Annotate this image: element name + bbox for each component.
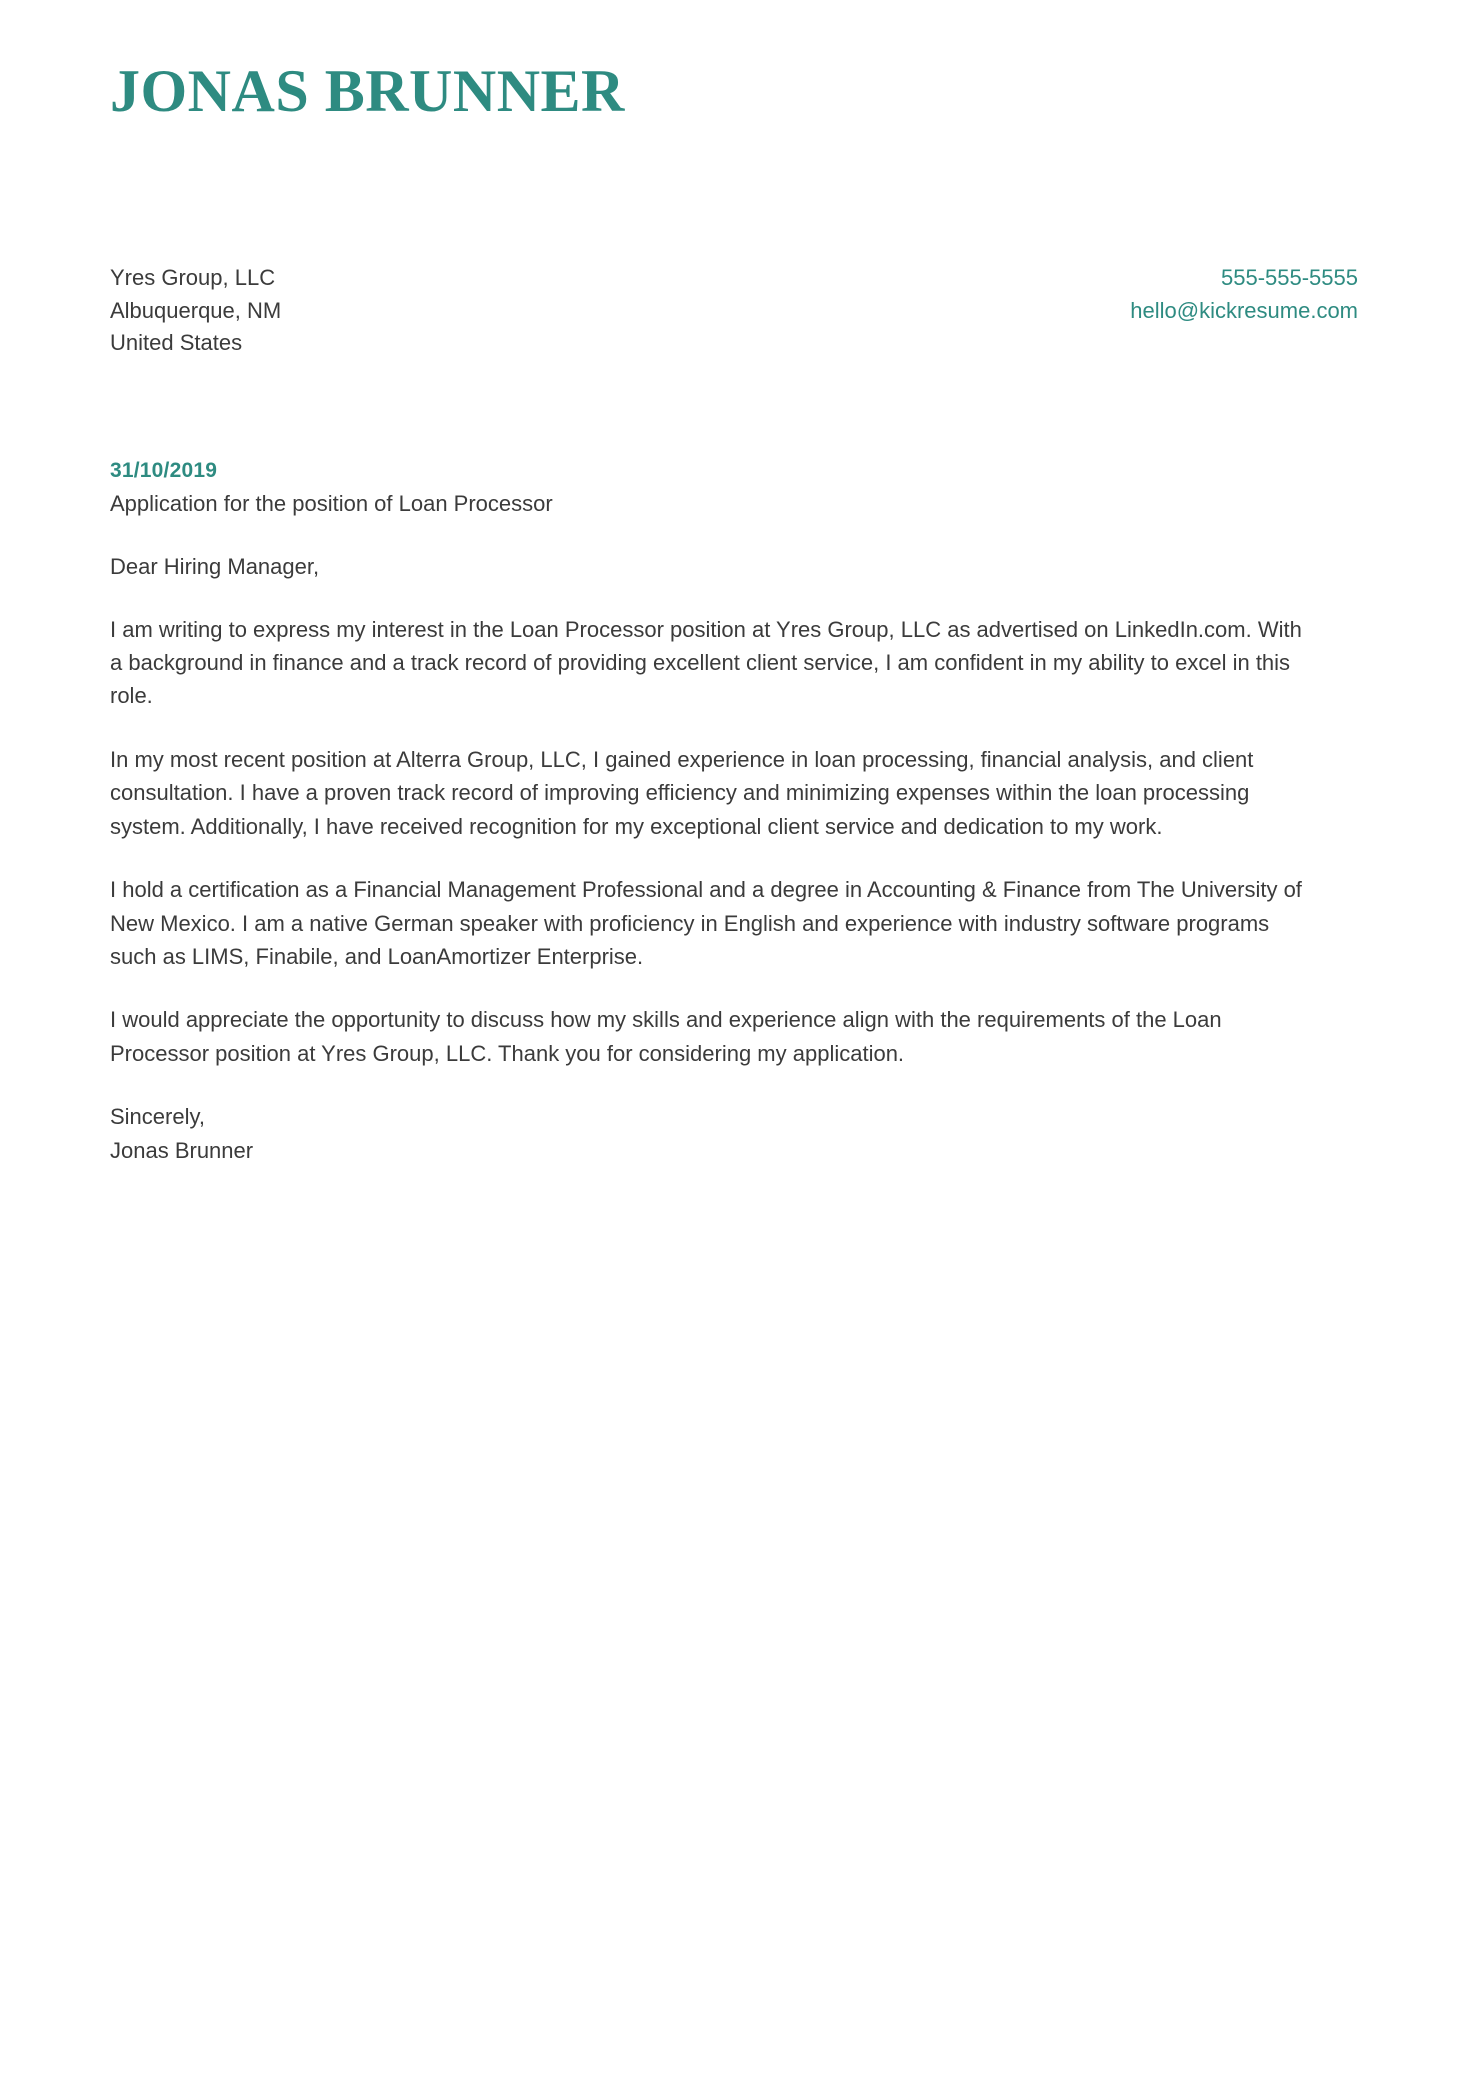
- signature-name: Jonas Brunner: [110, 1137, 254, 1163]
- letter-paragraph: I would appreciate the opportunity to discuss how my skills and experience align with the requirements of the Loan Processor position at Yres Group, LLC. Thank you for considering my application.: [110, 1007, 1222, 1066]
- letter-signoff: [110, 1100, 1358, 1167]
- page-title: JONAS BRUNNER: [110, 58, 625, 124]
- letter-paragraph: I hold a certification as a Financial Management Professional and a degree in Accounting & Finance from The University of New Mexico. I am a native German speaker with proficiency in English and experience with industry software programs such as LIMS, Finabile, and LoanAmortizer Enterprise.: [110, 877, 1302, 969]
- letter-subject: Application for the position of Loan Processor: [110, 490, 553, 516]
- letter-salutation: Dear Hiring Manager,: [110, 553, 320, 579]
- recipient-address: [110, 262, 281, 360]
- recipient-line-city: Albuquerque, NM: [110, 297, 282, 323]
- recipient-line-country: United States: [110, 330, 243, 356]
- closing-salutation: Sincerely,: [110, 1104, 205, 1130]
- recipient-line-company: Yres Group, LLC: [110, 265, 276, 290]
- email-address[interactable]: hello@kickresume.com: [1130, 297, 1358, 323]
- contact-band: [110, 262, 1358, 360]
- letter-date: 31/10/2019: [110, 459, 218, 482]
- sender-contact-info: [1130, 262, 1358, 327]
- letter-paragraph: In my most recent position at Alterra Group, LLC, I gained experience in loan processing, financial analysis, and client consultation. I have a proven track record of improving efficiency and minimizing expenses within the loan processing system. Additionally, I have received recognition for my exceptional client service and dedication to my work.: [110, 746, 1254, 839]
- letter-body: [110, 455, 1358, 1167]
- phone-number[interactable]: 555-555-5555: [1220, 265, 1358, 290]
- letter-paragraph: I am writing to express my interest in the Loan Processor position at Yres Group, LLC as advertised on LinkedIn.com. With a background in finance and a track record of providing excellent client service, I am confident in my ability to excel in this role.: [110, 616, 1302, 709]
